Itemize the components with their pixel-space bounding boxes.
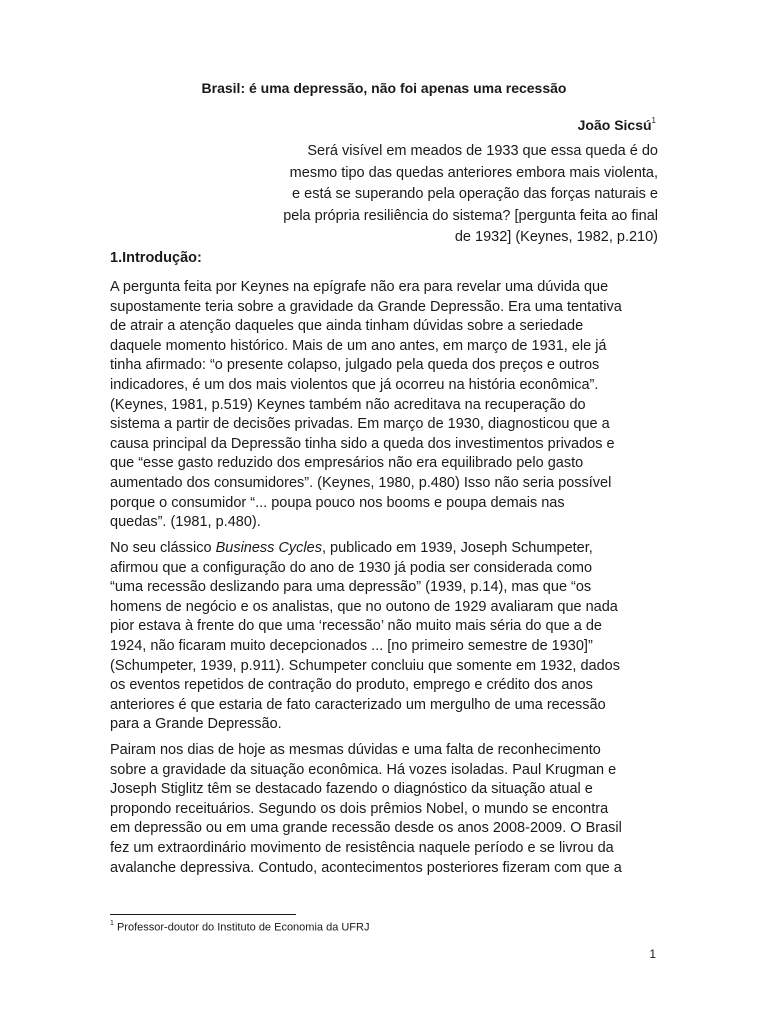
footnote xyxy=(110,921,369,934)
author-footnote-marker: 1 xyxy=(651,116,656,126)
paragraph-1: A pergunta feita por Keynes na epígrafe não era para revelar uma dúvida que supostamente teria sobre a gravidade da Grande Depressão. Era uma tentativa de atrair a atenção daqueles que ainda tinham dúvidas sobre a seriedade daquele momento histórico. Mais de um ano antes, em março de 1931, ele já tinha afirmado: “o presente colapso, julgado pela queda dos preços e outros indicadores, é um dos mais violentos que já ocorreu na história econômica”. (Keynes, 1981, p.519) Keynes também não acreditava na recuperação do sistema a partir de decisões privadas. Em março de 1930, diagnosticou que a causa principal da Depressão tinha sido a queda dos investimentos privados e que “esse gasto reduzido dos empresários não era equilibrado pelo gasto aumentado dos consumidores”. (Keynes, 1980, p.480) Isso não seria possível porque o consumidor “... poupa pouco nos booms e poupa demais nas quedas”. (1981, p.480). xyxy=(110,279,622,531)
book-title-italic: Business Cycles xyxy=(215,540,322,556)
footnote-text: Professor-doutor do Instituto de Economia da UFRJ xyxy=(113,921,370,934)
paragraph-3: Pairam nos dias de hoje as mesmas dúvidas e uma falta de reconhecimento sobre a gravidade da situação econômica. Há vozes isoladas. Paul Krugman e Joseph Stiglitz têm se destacado fazendo o diagnóstico da situação atual e propondo receituários. Segundo os dois prêmios Nobel, o mundo se encontra em depressão ou em uma grande recessão desde os anos 2008-2009. O Brasil fez um extraordinário movimento de resistência naquele período e se livrou da avalanche depressiva. Contudo, acontecimentos posteriores fizeram com que a xyxy=(110,742,622,876)
document-title: Brasil: é uma depressão, não foi apenas uma recessão xyxy=(201,80,567,96)
author-name: João Sicsú xyxy=(577,117,652,133)
footnote-separator xyxy=(110,914,296,915)
paragraph-2-rest: afirmou que a configuração do ano de 1930 já podia ser considerada como “uma recessão deslizando para uma depressão” (1939, p.14), mas que “os homens de negócio e os analistas, que no outono de 1929 avaliaram que nada pior estava à frente do que uma ‘recessão’ não muito mais séria do que a de 1924, não ficaram muito decepcionados ... [no primeiro semestre de 1930]” (Schumpeter, 1939, p.911). Schumpeter concluiu que somente em 1932, dados os eventos repetidos de contração do produto, emprego e crédito dos anos anteriores é que estaria de fato caracterizado um mergulho de uma recessão para a Grande Depressão. xyxy=(110,559,620,733)
footnote-marker: 1 xyxy=(110,920,114,927)
epigraph: Será visível em meados de 1933 que essa queda é do mesmo tipo das quedas anteriores embora mais violenta, e está se superando pela operação das forças naturais e pela própria resiliência do sistema? [pergunta feita ao final de 1932] (Keynes, 1982, p.210) xyxy=(283,143,658,245)
author-line xyxy=(578,117,656,133)
section-heading: 1.Introdução: xyxy=(110,250,202,266)
paragraph-2-lead-before: No seu clássico xyxy=(110,540,216,556)
page-number: 1 xyxy=(649,947,656,961)
paragraph-2-lead-after: , publicado em 1939, Joseph Schumpeter, xyxy=(321,540,593,556)
paragraph-2 xyxy=(110,539,660,735)
